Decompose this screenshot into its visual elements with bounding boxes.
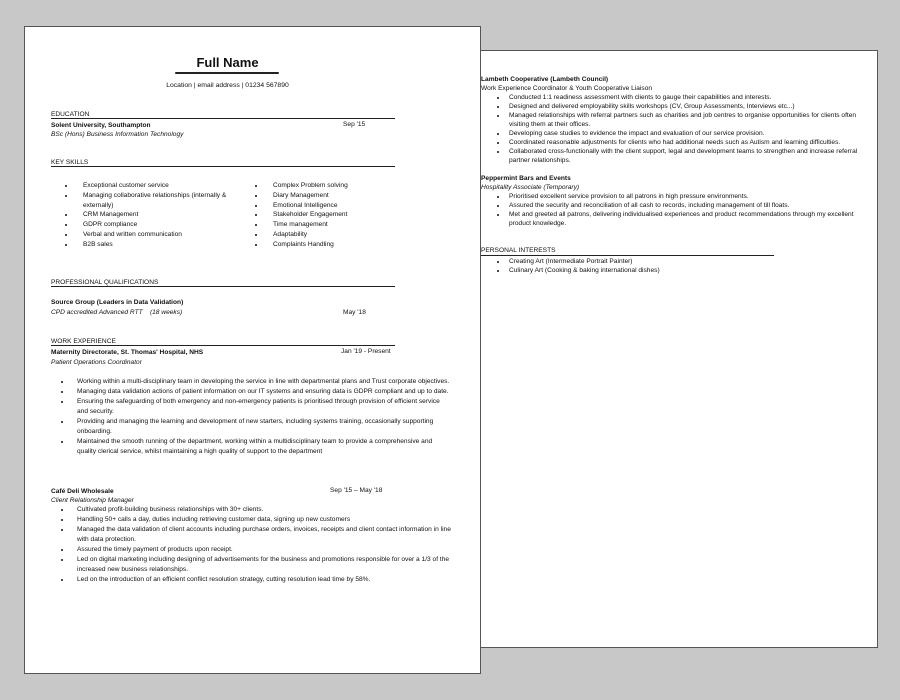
qualifications-org: Source Group (Leaders in Data Validation): [51, 299, 184, 306]
list-item: • Diary Management: [265, 191, 393, 201]
list-item: • GDPR compliance: [75, 220, 243, 230]
page-2-content: [481, 75, 861, 275]
interests-heading: PERSONAL INTERESTS: [481, 246, 774, 256]
list-item: • Creating Art (Intermediate Portrait Painter): [507, 257, 861, 266]
list-item: • Led on digital marketing including designing of advertisements for the business and promotions responsible for over a 1/3 of the increased new business relationships.: [71, 555, 451, 575]
contact-line: Location | email address | 01234 567890: [166, 82, 289, 89]
list-item: • Maintained the smooth running of the department, working within a multidisciplinary team to provide a comprehensive and quality clerical service, whilst maintaining a high quality of support to the department: [71, 437, 451, 457]
lambeth-section: [481, 75, 861, 165]
resume-page-1: [24, 26, 481, 674]
qualifications-heading: PROFESSIONAL QUALIFICATIONS: [51, 279, 395, 287]
list-item: • Assured the security and reconciliation of all cash to records, including management of till floats.: [507, 201, 861, 210]
list-item: • Verbal and written communication: [75, 230, 243, 240]
education-date: Sep '15: [343, 121, 366, 128]
work-heading: WORK EXPERIENCE: [51, 338, 395, 346]
full-name: Full Name: [196, 55, 259, 70]
skills-right-column: [253, 181, 393, 250]
list-item: • Met and greeted all patrons, delivering individualised experiences and product recommendations through my excellent product knowledge.: [507, 210, 861, 228]
lambeth-company: Lambeth Cooperative (Lambeth Council): [481, 76, 609, 83]
list-item: • B2B sales: [75, 240, 243, 250]
list-item: • Managing collaborative relationships (internally & externally): [75, 191, 243, 211]
list-item: • Exceptional customer service: [75, 181, 243, 191]
list-item: • Designed and delivered employability skills workshops (CV, Group Assessments, Interviews etc...): [507, 102, 861, 111]
interests-list: [481, 257, 861, 275]
job2-company: Café Deli Wholesale: [51, 488, 114, 495]
list-item: • CRM Management: [75, 210, 243, 220]
job1-company: Maternity Directorate, St. Thomas' Hospital, NHS: [51, 349, 204, 356]
list-item: • Working within a multi-disciplinary team in developing the service in line with departmental plans and Trust corporate objectives.: [71, 377, 451, 387]
job1-date: Jan '19 - Present: [341, 348, 391, 355]
peppermint-section: [481, 174, 861, 228]
list-item: • Managing data validation actions of patient information on our IT systems and ensuring data is GDPR compliant and up to date.: [71, 387, 451, 397]
list-item: • Collaborated cross-functionally with the client support, legal and development teams to strengthen and increase referral partner relationships.: [507, 147, 861, 165]
interests-section: [481, 246, 861, 275]
skills-heading: KEY SKILLS: [51, 159, 395, 167]
name-underline: [175, 72, 279, 74]
peppermint-company: Peppermint Bars and Events: [481, 175, 571, 182]
list-item: • Culinary Art (Cooking & baking international dishes): [507, 266, 861, 275]
qualifications-date: May '18: [343, 309, 366, 316]
education-degree: BSc (Hons) Business Information Technology: [51, 131, 184, 138]
list-item: • Adaptability: [265, 230, 393, 240]
list-item: • Prioritised excellent service provision to all patrons in high pressure environments.: [507, 192, 861, 201]
lambeth-bullets: [481, 93, 861, 165]
job1-bullets: [51, 377, 451, 457]
qualifications-detail: CPD accredited Advanced RTT (18 weeks): [51, 309, 183, 316]
lambeth-role: Work Experience Coordinator & Youth Cooperative Liaison: [481, 85, 653, 92]
job2-role: Client Relationship Manager: [51, 497, 134, 504]
peppermint-bullets: [481, 192, 861, 228]
job2-bullets: [51, 505, 451, 585]
job2-date: Sep '15 – May '18: [330, 487, 383, 494]
list-item: • Developing case studies to evidence the impact and evaluation of our service provision.: [507, 129, 861, 138]
list-item: • Ensuring the safeguarding of both emergency and non-emergency patients is prioritised through provision of efficient service and security.: [71, 397, 451, 417]
list-item: • Emotional Intelligence: [265, 201, 393, 211]
list-item: • Stakeholder Engagement: [265, 210, 393, 220]
list-item: • Coordinated reasonable adjustments for clients who had additional needs such as Autism and learning difficulties.: [507, 138, 861, 147]
resume-page-2: [474, 50, 878, 648]
list-item: • Cultivated profit-building business relationships with 30+ clients.: [71, 505, 451, 515]
list-item: • Handling 50+ calls a day, duties including retrieving customer data, signing up new customers: [71, 515, 451, 525]
education-school: Solent University, Southampton: [51, 122, 151, 129]
list-item: • Assured the timely payment of products upon receipt.: [71, 545, 451, 555]
list-item: • Managed the data validation of client accounts including purchase orders, invoices, receipts and client contact information in line with data protection.: [71, 525, 451, 545]
list-item: • Conducted 1:1 readiness assessment with clients to gauge their capabilities and interests.: [507, 93, 861, 102]
skills-left-column: [63, 181, 243, 250]
list-item: • Time management: [265, 220, 393, 230]
peppermint-role: Hospitality Associate (Temporary): [481, 184, 580, 191]
list-item: • Complaints Handling: [265, 240, 393, 250]
list-item: • Led on the introduction of an efficient conflict resolution strategy, cutting resolution lead time by 58%.: [71, 575, 451, 585]
list-item: • Complex Problem solving: [265, 181, 393, 191]
list-item: • Managed relationships with referral partners such as charities and job centres to organise opportunities for clients often visiting them at their offices.: [507, 111, 861, 129]
job1-role: Patient Operations Coordinator: [51, 359, 142, 366]
education-heading: EDUCATION: [51, 111, 395, 119]
list-item: • Providing and managing the learning and development of new starters, including systems training, occasionally supporting onboarding.: [71, 417, 451, 437]
